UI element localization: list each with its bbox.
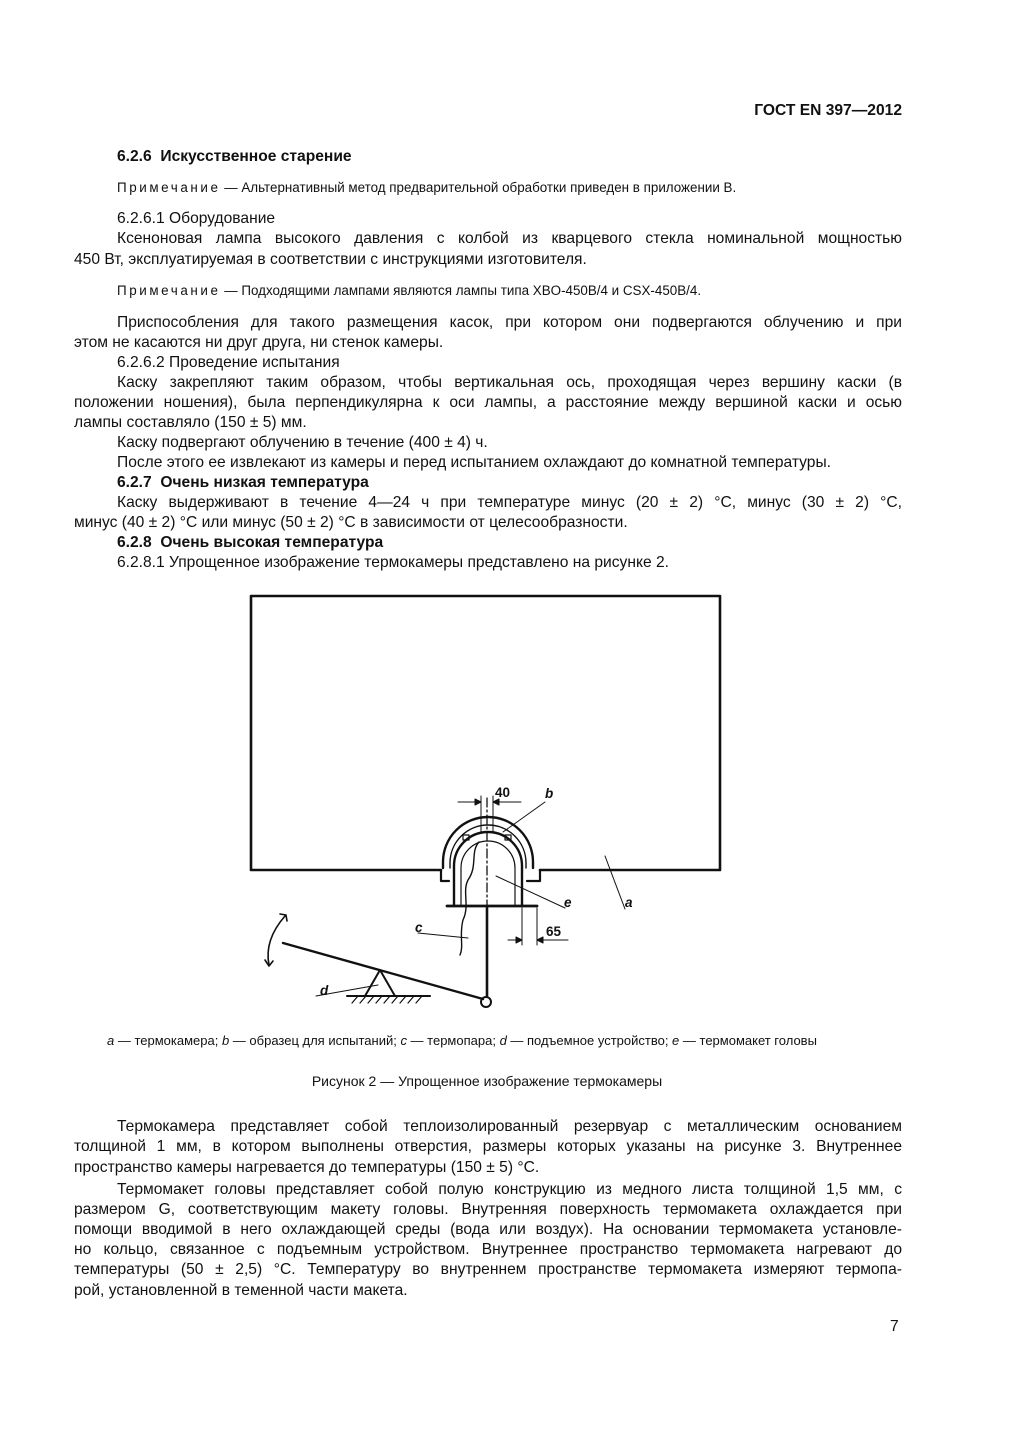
paragraph-line: минус (40 ± 2) °C или минус (50 ± 2) °C в зависимости от целесообразности. <box>74 514 628 531</box>
legend-key: c <box>400 1033 407 1048</box>
paragraph-line: температуры (50 ± 2,5) °C. Температуру во внутреннем пространстве термомакета измеряют термопа- <box>74 1261 902 1278</box>
subsection-6-2-6-2: 6.2.6.2 Проведение испытания <box>117 354 340 371</box>
note-text: — Подходящими лампами являются лампы типа XBO-450B/4 и CSX-450B/4. <box>220 283 702 298</box>
lever-arm <box>283 943 483 999</box>
paragraph-line: 450 Вт, эксплуатируемая в соответствии с инструкциями изготовителя. <box>74 251 587 268</box>
head-form <box>454 832 522 906</box>
figure-caption: Рисунок 2 — Упрощенное изображение термокамеры <box>311 1073 663 1089</box>
leader-a <box>605 856 625 909</box>
legend-text: — образец для испытаний; <box>229 1033 401 1048</box>
paragraph-line: Каску закрепляют таким образом, чтобы вертикальная ось, проходящая через вершину каски (в <box>117 374 902 391</box>
subsection-6-2-6-1: 6.2.6.1 Оборудование <box>117 210 276 227</box>
paragraph-line: положении ношения), была перпендикулярна к оси лампы, а расстояние между вершиной каски и осью <box>74 394 902 411</box>
legend-text: — термопара; <box>406 1033 500 1048</box>
section-number: 6.2.7 <box>117 474 152 491</box>
paragraph-line: рой, установленной в теменной части макета. <box>74 1282 408 1299</box>
document-code: ГОСТ EN 397—2012 <box>754 102 902 119</box>
page-number: 7 <box>890 1318 899 1335</box>
label-a: a <box>625 895 633 910</box>
note-label: Примечание <box>117 283 221 298</box>
dimension-65-label: 65 <box>546 924 562 939</box>
legend-text: — термокамера; <box>114 1033 222 1048</box>
legend-text: — подъемное устройство; <box>506 1033 673 1048</box>
paragraph-line: Приспособления для такого размещения касок, при котором они подвергаются облучению и при <box>117 314 902 331</box>
paragraph-line: толщиной 1 мм, в котором выполнены отверстия, размеры которых указаны на рисунке 3. Внутреннее <box>74 1138 902 1155</box>
paragraph-line: но кольцо, связанное с подъемным устройством. Внутреннее пространство термомакета нагревают до <box>74 1241 902 1258</box>
section-title: Очень высокая температура <box>160 534 384 551</box>
paragraph-line: После этого ее извлекают из камеры и перед испытанием охлаждают до комнатной температуры. <box>117 454 831 471</box>
legend-key: d <box>499 1033 507 1048</box>
legend-key: a <box>107 1033 115 1048</box>
label-c: c <box>415 920 423 935</box>
label-e: e <box>564 895 572 910</box>
label-d: d <box>320 983 329 998</box>
section-title: Искусственное старение <box>160 148 352 165</box>
figure-legend <box>107 1032 817 1050</box>
chamber-outline <box>251 596 720 870</box>
legend-key: b <box>221 1033 230 1048</box>
paragraph-line: Ксеноновая лампа высокого давления с колбой из кварцевого стекла номинальной мощностью <box>117 230 902 247</box>
leader-b <box>503 802 545 832</box>
paragraph-line: Термомакет головы представляет собой полую конструкцию из медного листа толщиной 1,5 мм, с <box>117 1181 902 1198</box>
ground-hatch <box>352 996 422 1003</box>
chamber-opening-right <box>527 870 540 881</box>
paragraph-line: лампы составляло (150 ± 5) мм. <box>74 414 307 431</box>
paragraph-line: размером G, соответствующим макету головы. Внутренняя поверхность термомакета охлаждается при <box>74 1201 902 1218</box>
paragraph-line: этом не касаются ни друг друга, ни стенок камеры. <box>74 334 444 351</box>
note-label: Примечание <box>117 180 221 195</box>
note-text: — Альтернативный метод предварительной обработки приведен в приложении B. <box>220 180 737 195</box>
label-b: b <box>545 786 554 801</box>
chamber-opening-left <box>441 870 449 881</box>
paragraph-line: помощи вводимой в него охлаждающей среды (вода или воздух). На основании термомакета установле- <box>74 1221 902 1238</box>
legend-text: — термомакет головы <box>679 1033 817 1048</box>
legend-key: e <box>672 1033 680 1048</box>
leader-c <box>418 933 468 938</box>
paragraph-line: Каску выдерживают в течение 4—24 ч при температуре минус (20 ± 2) °C, минус (30 ± 2) °C, <box>117 494 902 511</box>
paragraph-line: Каску подвергают облучению в течение (400 ± 4) ч. <box>117 434 488 451</box>
paragraph-line: Термокамера представляет собой теплоизолированный резервуар с металлическим основанием <box>117 1118 902 1135</box>
dimension-40-label: 40 <box>495 785 511 800</box>
head-form-inner <box>461 841 515 906</box>
section-number: 6.2.8 <box>117 534 152 551</box>
section-title: Очень низкая температура <box>160 474 369 491</box>
paragraph-line: пространство камеры нагревается до температуры (150 ± 5) °C. <box>74 1159 540 1176</box>
subsection-6-2-8-1: 6.2.8.1 Упрощенное изображение термокамеры представлено на рисунке 2. <box>117 554 669 571</box>
section-number: 6.2.6 <box>117 148 152 165</box>
motion-arc <box>268 916 285 965</box>
